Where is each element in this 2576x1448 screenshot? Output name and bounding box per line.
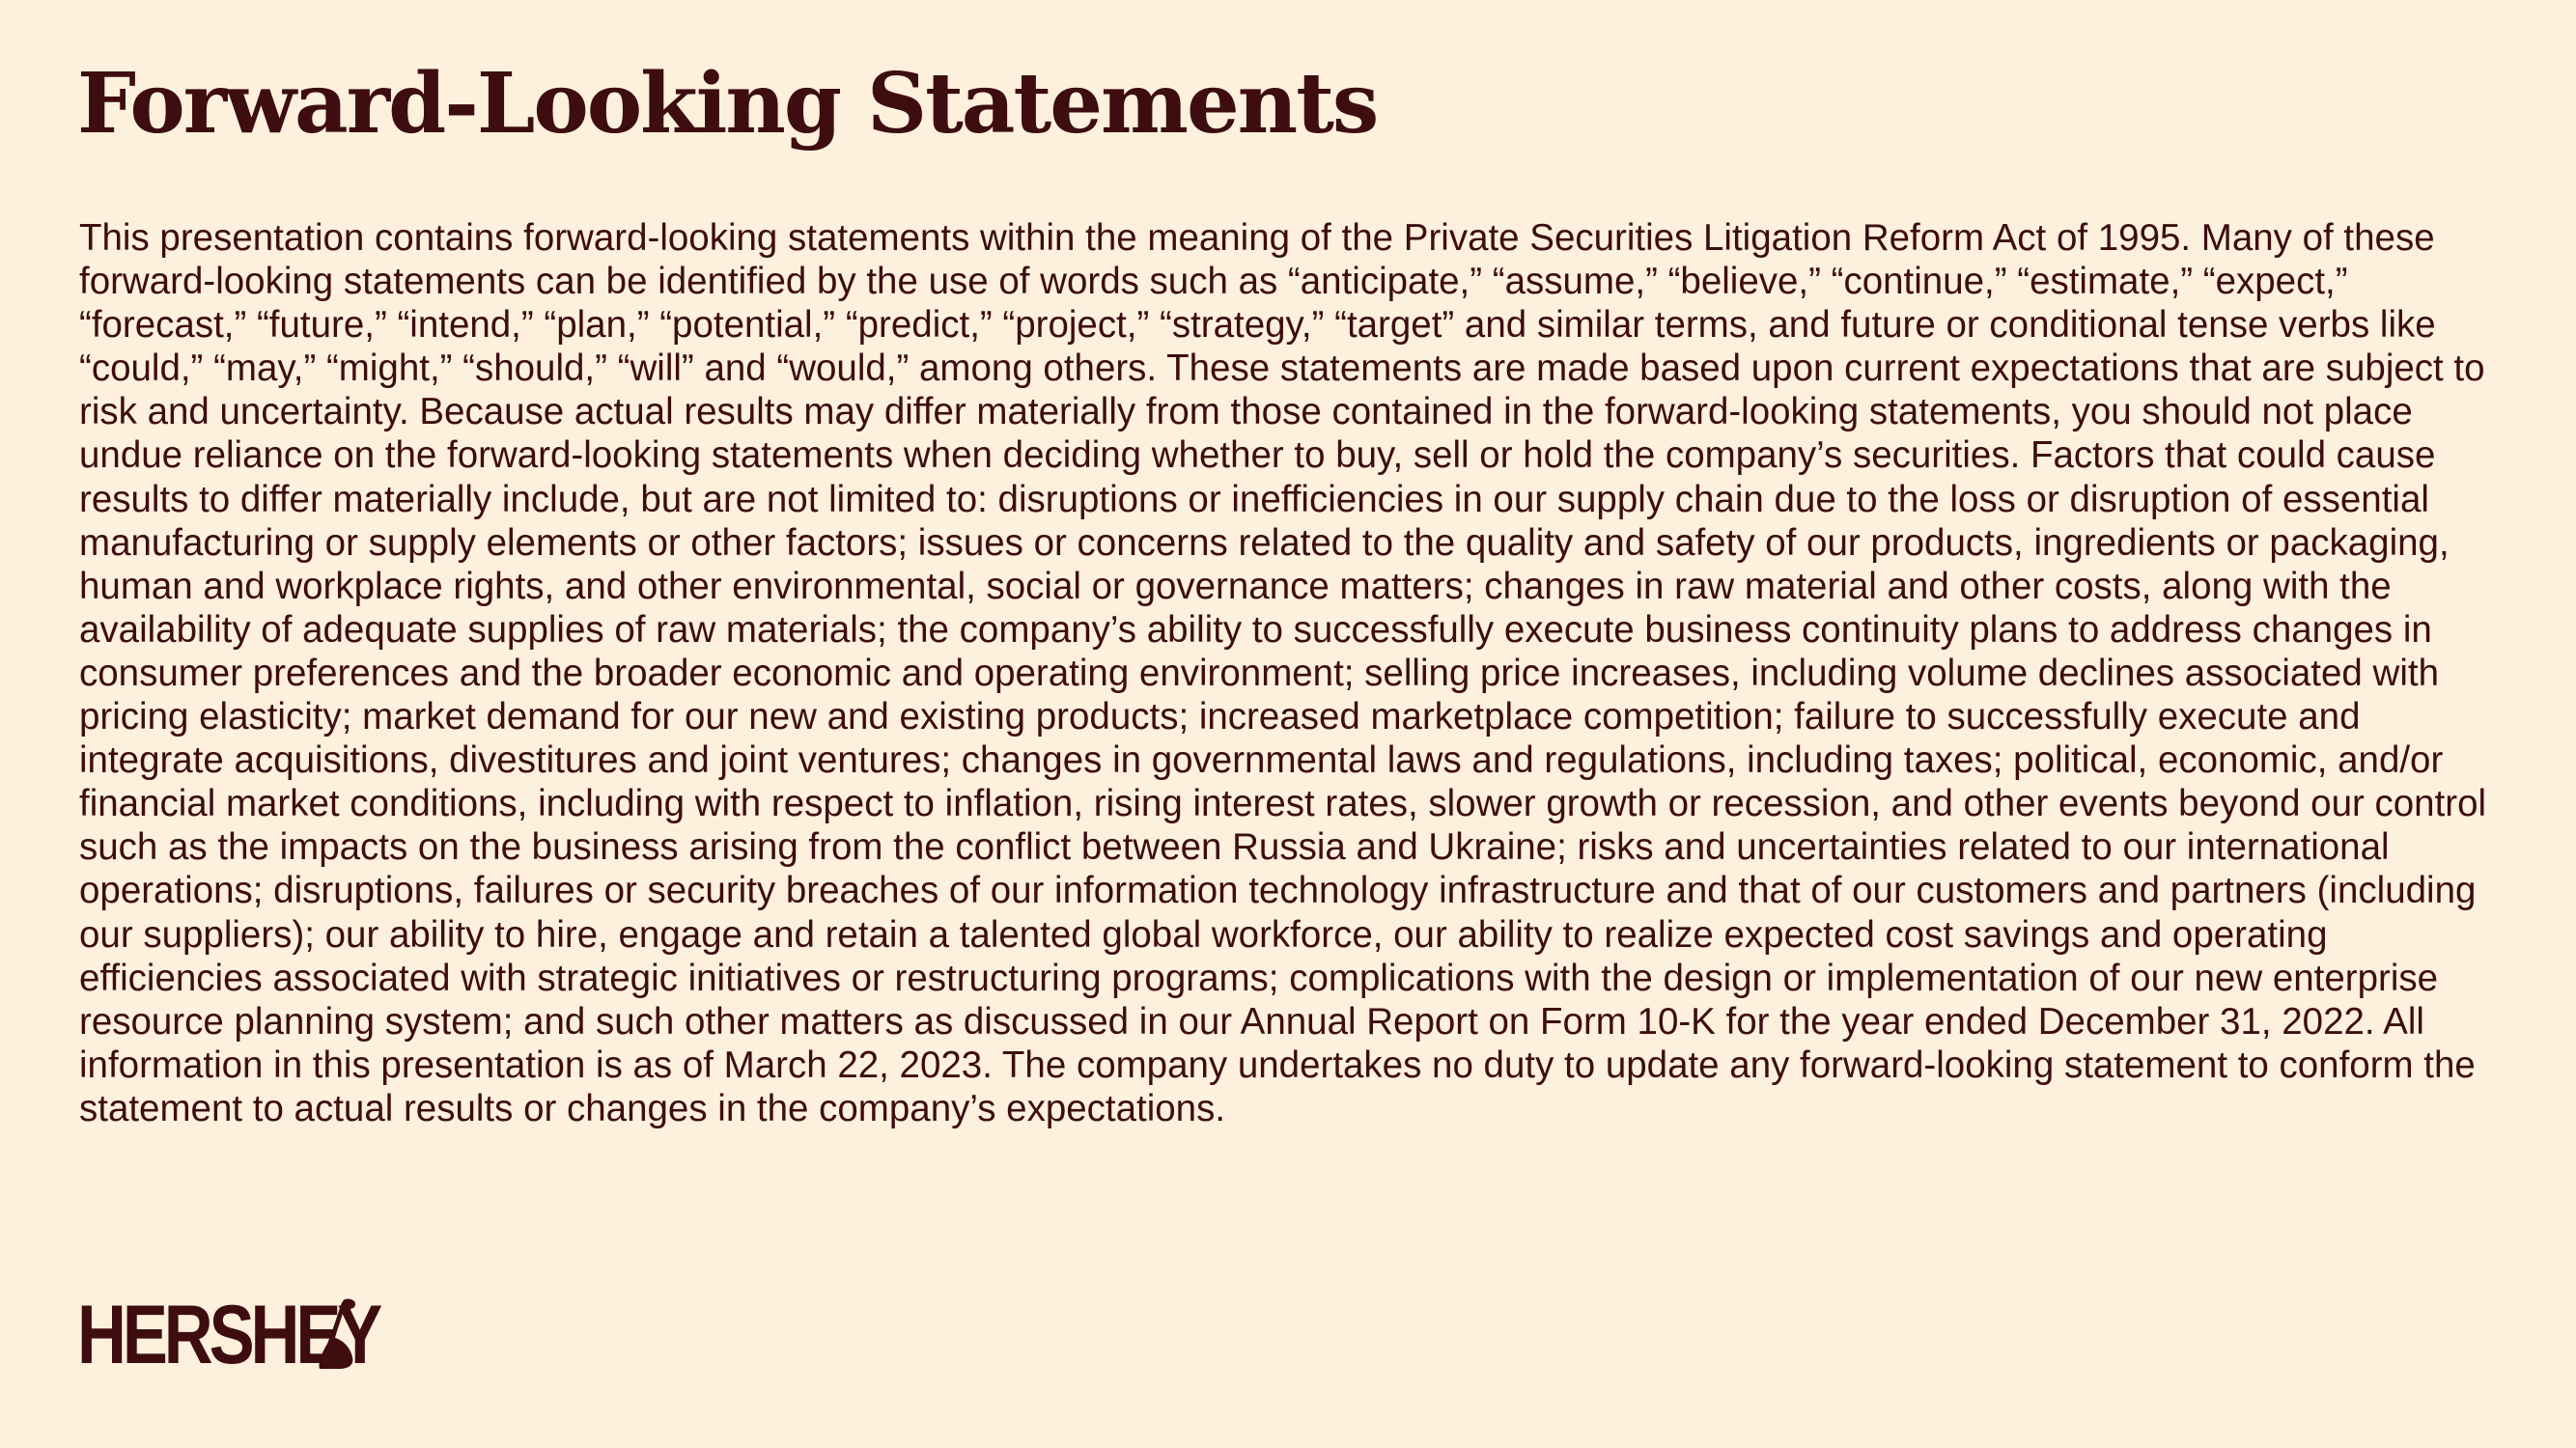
logo-wordmark: HERSHEY — [77, 1289, 379, 1381]
slide-title: Forward-Looking Statements — [77, 55, 1378, 153]
kiss-icon — [316, 1295, 360, 1373]
hershey-logo — [77, 1289, 445, 1381]
forward-looking-statement-text: This presentation contains forward-looking statements within the meaning of the Private Securities Litigation Reform Act of 1995. Many of these forward-looking statements can be identified by the use of words such as “anticipate,” “assume,” “believe,” “continue,” “estimate,” “expect,” “forecast,” “future,” “intend,” “plan,” “potential,” “predict,” “project,” “strategy,” “target” and similar terms, and future or conditional tense verbs like “could,” “may,” “might,” “should,” “will” and “would,” among others. These statements are made based upon current expectations that are subject to risk and uncertainty. Because actual results may differ materially from those contained in the forward-looking statements, you should not place undue reliance on the forward-looking statements when deciding whether to buy, sell or hold the company’s securities. Factors that could cause results to differ materially include, but are not limited to: disruptions or inefficiencies in our supply chain due to the loss or disruption of essential manufacturing or supply elements or other factors; issues or concerns related to the quality and safety of our products, ingredients or packaging, human and workplace rights, and other environmental, social or governance matters; changes in raw material and other costs, along with the availability of adequate supplies of raw materials; the company’s ability to successfully execute business continuity plans to address changes in consumer preferences and the broader economic and operating environment; selling price increases, including volume declines associated with pricing elasticity; market demand for our new and existing products; increased marketplace competition; failure to successfully execute and integrate acquisitions, divestitures and joint ventures; changes in governmental laws and regulations, including taxes; political, economic, and/or financial market conditions, including with respect to inflation, rising interest rates, slower growth or recession, and other events beyond our control such as the impacts on the business arising from the conflict between Russia and Ukraine; risks and uncertainties related to our international operations; disruptions, failures or security breaches of our information technology infrastructure and that of our customers and partners (including our suppliers); our ability to hire, engage and retain a talented global workforce, our ability to realize expected cost savings and operating efficiencies associated with strategic initiatives or restructuring programs; complications with the design or implementation of our new enterprise resource planning system; and such other matters as discussed in our Annual Report on Form 10-K for the year ended December 31, 2022. All information in this presentation is as of March 22, 2023. The company undertakes no duty to update any forward-looking statement to conform the statement to actual results or changes in the company’s expectations. — [79, 217, 2487, 1129]
